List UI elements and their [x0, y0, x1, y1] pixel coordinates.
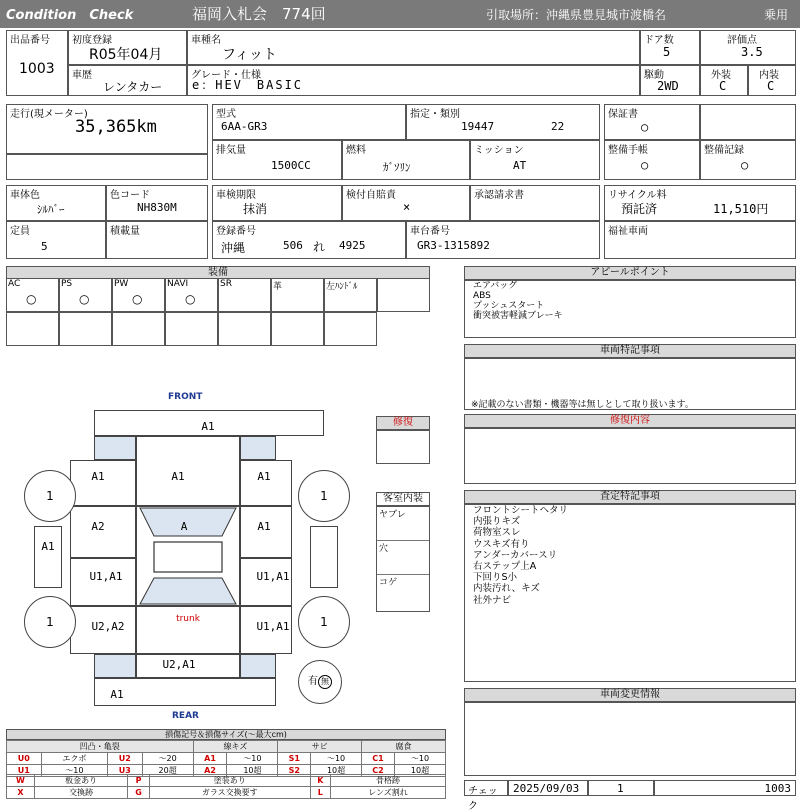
legend-cell: ～10	[311, 753, 362, 765]
appeal-line: ABS	[473, 291, 491, 301]
liability-box	[342, 185, 470, 221]
load-label: 積載量	[110, 226, 140, 237]
check-date: 2025/09/03	[513, 782, 580, 795]
exterior-box	[700, 65, 748, 96]
special-title: 車両特記事項	[464, 344, 796, 358]
appeal-line: プッシュスタート	[473, 301, 545, 311]
appeal-box	[464, 280, 796, 338]
repair-title: 修復内容	[464, 414, 796, 428]
fl-fender-label: A1	[91, 470, 105, 483]
mileage-sub-box	[6, 154, 208, 180]
rear-label: REAR	[172, 711, 199, 721]
approval-box	[470, 185, 600, 221]
legend-cell: ～10	[395, 753, 446, 765]
recycle-fee: 11,510円	[713, 202, 769, 216]
inspection-note-line: 荷物室スレ	[473, 527, 521, 539]
mission-box	[470, 140, 600, 180]
equipment-item	[59, 278, 112, 312]
legend-cell: K	[310, 775, 330, 787]
vehicle-category: 乗用	[764, 8, 789, 22]
capacity-label: 定員	[10, 226, 30, 237]
special-note: ※記載のない書類・機器等は無しとして取り扱います。	[471, 400, 694, 410]
rear-left-corner	[94, 654, 136, 678]
displacement-value: 1500CC	[271, 159, 311, 172]
repair-marker-title: 修復	[376, 416, 430, 430]
header-bar	[0, 0, 800, 28]
check-num: 1	[617, 782, 624, 795]
mileage-label: 走行(現メーター)	[10, 109, 88, 120]
legend-table-2	[6, 774, 446, 799]
lot-number-box	[6, 30, 68, 96]
spare-label: 有	[308, 676, 318, 687]
doors-value: 5	[663, 45, 671, 59]
interior-hole: 穴	[377, 541, 429, 575]
equipment-blank	[165, 312, 218, 346]
capacity-value: 5	[41, 240, 48, 253]
equipment-blank	[112, 312, 165, 346]
equipment-label: SR	[220, 279, 232, 289]
mission-label: ミッション	[474, 145, 524, 156]
inspection-note-line: フロントシートヘタリ	[473, 505, 569, 516]
recycle-label: リサイクル料	[608, 190, 667, 201]
exterior-value: C	[719, 79, 727, 93]
displacement-box	[212, 140, 342, 180]
legend-cell: 20超	[142, 765, 193, 777]
legend-cell: ガラス交換要す	[149, 787, 310, 799]
legend-title: 損傷記号＆損傷サイズ(～最大cm)	[6, 729, 446, 740]
special-box	[464, 358, 796, 410]
left-side-panel[interactable]	[34, 526, 62, 588]
spare-tire[interactable]	[298, 660, 342, 704]
equipment-value: ○	[132, 292, 143, 306]
legend-h2: 線キズ	[193, 741, 278, 753]
designation-label: 指定・類別	[410, 109, 460, 120]
model-label: 車種名	[191, 35, 221, 46]
fl-door-label: A2	[91, 520, 105, 533]
color-value: ｼﾙﾊﾞｰ	[37, 203, 65, 216]
warranty-value: ○	[641, 120, 649, 134]
equipment-blank	[218, 312, 271, 346]
exterior-label: 外装	[711, 70, 731, 81]
legend-cell: A1	[193, 753, 227, 765]
plate-label: 登録番号	[216, 226, 256, 237]
check-label: チェック	[468, 786, 498, 812]
legend-cell: 交換跡	[34, 787, 128, 799]
first-reg-value: R05年04月	[89, 47, 163, 63]
legend-cell: G	[128, 787, 149, 799]
front-right-corner	[240, 436, 276, 460]
rl-door-label: U1,A1	[89, 570, 123, 583]
color-code-box	[106, 185, 208, 221]
change-info-title: 車両変更情報	[464, 688, 796, 702]
legend-cell: 10超	[311, 765, 362, 777]
inspection-note-line: 下回りS小	[473, 572, 518, 584]
fuel-box	[342, 140, 470, 180]
tire-rear-left[interactable]: 1	[24, 596, 76, 648]
legend-cell: W	[7, 775, 35, 787]
equipment-blank	[59, 312, 112, 346]
fl-fender[interactable]	[70, 460, 136, 506]
windshield-label: A	[180, 520, 188, 533]
legend-cell: P	[128, 775, 149, 787]
capacity-box	[6, 221, 106, 259]
equipment-value: ○	[26, 292, 37, 306]
legend-cell: L	[310, 787, 330, 799]
legend-cell: ～20	[142, 753, 193, 765]
tire-rear-right[interactable]: 1	[298, 596, 350, 648]
fr-door-label: A1	[257, 520, 271, 533]
check-lot-box	[654, 780, 796, 796]
doors-box	[640, 30, 700, 65]
equipment-label: PS	[61, 279, 73, 289]
rear-right-corner	[240, 654, 276, 678]
legend-cell: A2	[193, 765, 227, 777]
legend-cell: ～10	[41, 765, 107, 777]
interior-box	[376, 506, 430, 612]
record-box	[700, 140, 796, 180]
manual-box	[604, 140, 700, 180]
legend-h1: 凹凸・亀裂	[7, 741, 194, 753]
roof	[154, 542, 222, 572]
equipment-value: ○	[79, 292, 90, 306]
legend-cell: C2	[362, 765, 395, 777]
appeal-line: エアバッグ	[473, 281, 518, 291]
color-code-value: NH830M	[137, 201, 177, 214]
equipment-item	[112, 278, 165, 312]
tire-front-right[interactable]: 1	[298, 470, 350, 522]
warranty-label: 保証書	[608, 109, 638, 120]
chassis-value: GR3-1315892	[417, 239, 490, 252]
equipment-label: PW	[114, 279, 129, 289]
mileage-box	[6, 104, 208, 154]
welfare-label: 福祉車両	[608, 226, 648, 237]
history-box	[68, 65, 187, 96]
right-side-panel[interactable]	[310, 526, 338, 588]
inspection-value: 抹消	[243, 202, 268, 216]
appeal-title: アピールポイント	[464, 266, 796, 280]
displacement-label: 排気量	[216, 145, 246, 156]
repair-box	[464, 428, 796, 484]
interior-burn: コゲ	[379, 578, 398, 588]
approval-label: 承認請求書	[474, 190, 524, 201]
mission-value: AT	[513, 159, 527, 172]
interior-title: 客室内装	[376, 492, 430, 506]
fr-fender[interactable]	[240, 460, 292, 506]
liability-value: ×	[403, 200, 411, 214]
equipment-extra	[377, 278, 430, 312]
rear-bumper-label: U2,A1	[162, 658, 196, 671]
grade-label: グレード・仕様	[191, 70, 261, 81]
legend-cell: S1	[278, 753, 311, 765]
plate-area: 沖縄	[221, 241, 246, 255]
drive-value: 2WD	[657, 79, 679, 93]
check-num-box	[588, 780, 654, 796]
history-value: レンタカー	[103, 80, 163, 94]
legend-cell: レンズ割れ	[331, 787, 446, 799]
drive-box	[640, 65, 700, 96]
lot-label: 出品番号	[10, 35, 50, 46]
change-info-box	[464, 702, 796, 776]
doors-label: ドア数	[644, 35, 674, 46]
spare-none-icon: 無	[318, 675, 332, 689]
rr-quarter-label: U1,A1	[256, 620, 290, 633]
legend-cell: U0	[7, 753, 42, 765]
rl-quarter-label: U2,A2	[91, 620, 125, 633]
equipment-blank	[324, 312, 377, 346]
front-label: FRONT	[168, 392, 203, 402]
plate-kana: れ	[313, 240, 326, 254]
model-value: フィット	[222, 47, 277, 63]
score-value: 3.5	[741, 45, 763, 59]
check-label-box	[464, 780, 508, 812]
inspection-notes-title: 査定特記事項	[464, 490, 796, 504]
recycle-box	[604, 185, 796, 221]
tire-front-left[interactable]: 1	[24, 470, 76, 522]
legend-cell: U1	[7, 765, 42, 777]
legend-cell: 塗装あり	[149, 775, 310, 787]
equipment-blank	[6, 312, 59, 346]
fuel-value: ｶﾞｿﾘﾝ	[383, 161, 411, 174]
color-code-label: 色コード	[110, 190, 150, 201]
fuel-label: 燃料	[346, 145, 366, 156]
legend-cell: 10超	[227, 765, 278, 777]
inspection-box	[212, 185, 342, 221]
manual-label: 整備手帳	[608, 145, 648, 156]
manual-value: ○	[641, 158, 649, 172]
inspection-note-line: 社外ナビ	[473, 594, 512, 606]
legend-cell: U2	[108, 753, 143, 765]
designation-box	[406, 104, 600, 140]
color-label: 車体色	[10, 190, 40, 201]
equipment-item	[271, 278, 324, 312]
legend-row-4	[7, 787, 446, 799]
check-date-box	[508, 780, 588, 796]
welfare-box	[604, 221, 796, 259]
type-label: 型式	[216, 109, 236, 120]
score-label: 評価点	[727, 35, 757, 46]
equipment-label: 革	[273, 282, 283, 292]
legend-cell: U3	[108, 765, 143, 777]
grade-value: e：HEV BASIC	[192, 78, 304, 92]
left-side-label: A1	[41, 540, 55, 553]
first-reg-box	[68, 30, 187, 65]
inspection-label: 車検期限	[216, 190, 256, 201]
repair-marker-box	[376, 430, 430, 464]
inspection-note-line: アンダーカバースリ	[473, 549, 558, 561]
plate-num1: 506	[283, 239, 303, 252]
equipment-item	[218, 278, 271, 312]
appeal-line: 衝突被害軽減ブレーキ	[473, 311, 563, 321]
equipment-value: ○	[185, 292, 196, 306]
first-reg-label: 初度登録	[72, 35, 112, 46]
fr-fender-label: A1	[257, 470, 271, 483]
equipment-blank	[271, 312, 324, 346]
auction-title: 福岡入札会 774回	[192, 5, 326, 23]
interior-value: C	[767, 79, 775, 93]
rear-window	[140, 578, 236, 604]
recycle-status: 預託済	[621, 202, 658, 216]
equipment-item	[6, 278, 59, 312]
liability-label: 検付自賠責	[346, 190, 396, 201]
history-label: 車歴	[72, 70, 92, 81]
color-box	[6, 185, 106, 221]
plate-box	[212, 221, 406, 259]
equipment-label: NAVI	[167, 279, 189, 289]
condition-check-title: Condition Check	[6, 8, 134, 23]
equipment-label: 左ﾊﾝﾄﾞﾙ	[326, 282, 358, 292]
mileage-value: 35,365km	[75, 117, 157, 137]
legend-cell: S2	[278, 765, 311, 777]
inspection-note-line: 内張りキズ	[473, 516, 521, 528]
legend-row-3	[7, 775, 446, 787]
interior-box	[748, 65, 796, 96]
interior-tear: ヤブレ	[377, 507, 429, 541]
record-label: 整備記録	[704, 145, 744, 156]
pickup-location: 引取場所：沖縄県豊見城市渡橋名	[486, 8, 667, 22]
inspection-note-line: 内装汚れ、キズ	[473, 583, 540, 595]
check-lot: 1003	[764, 782, 791, 795]
equipment-title: 装備	[6, 266, 430, 280]
load-box	[106, 221, 208, 259]
rr-door-label: U1,A1	[256, 570, 290, 583]
type-box	[212, 104, 406, 140]
legend-cell: 板金あり	[34, 775, 128, 787]
legend-cell: エクボ	[41, 753, 107, 765]
plate-num2: 4925	[339, 239, 366, 252]
designation-value: 19447	[461, 120, 495, 133]
warranty-box	[604, 104, 700, 140]
chassis-box	[406, 221, 600, 259]
record-value: ○	[741, 158, 749, 172]
front-bumper-label: A1	[201, 420, 215, 433]
trunk-label: trunk	[176, 614, 200, 624]
equipment-item	[165, 278, 218, 312]
bottom-left-label: A1	[110, 688, 124, 701]
inspection-note-line: ウスキズ有り	[473, 538, 530, 550]
inspection-notes-box	[464, 504, 796, 682]
type-value: 6AA-GR3	[221, 120, 268, 133]
chassis-label: 車台番号	[410, 226, 450, 237]
legend-cell: 10超	[395, 765, 446, 777]
interior-label: 内装	[759, 70, 779, 81]
legend-cell: C1	[362, 753, 395, 765]
legend-h4: 腐食	[362, 741, 446, 753]
grade-box	[187, 65, 640, 96]
equipment-label: AC	[8, 279, 21, 289]
score-box	[700, 30, 796, 65]
front-left-corner	[94, 436, 136, 460]
drive-label: 駆動	[644, 70, 664, 81]
legend-cell: ～10	[227, 753, 278, 765]
legend-table	[6, 740, 446, 777]
legend-cell: X	[7, 787, 35, 799]
warranty-spare-box	[700, 104, 796, 140]
legend-row-1	[7, 753, 446, 765]
model-box	[187, 30, 640, 65]
equipment-item	[324, 278, 377, 312]
legend-h3: サビ	[278, 741, 362, 753]
hood-label: A1	[171, 470, 185, 483]
inspection-note-line: 右ステップ上A	[473, 561, 537, 573]
category-number: 22	[551, 120, 565, 133]
legend-cell: 骨格跡	[331, 775, 446, 787]
lot-number: 1003	[19, 61, 55, 77]
